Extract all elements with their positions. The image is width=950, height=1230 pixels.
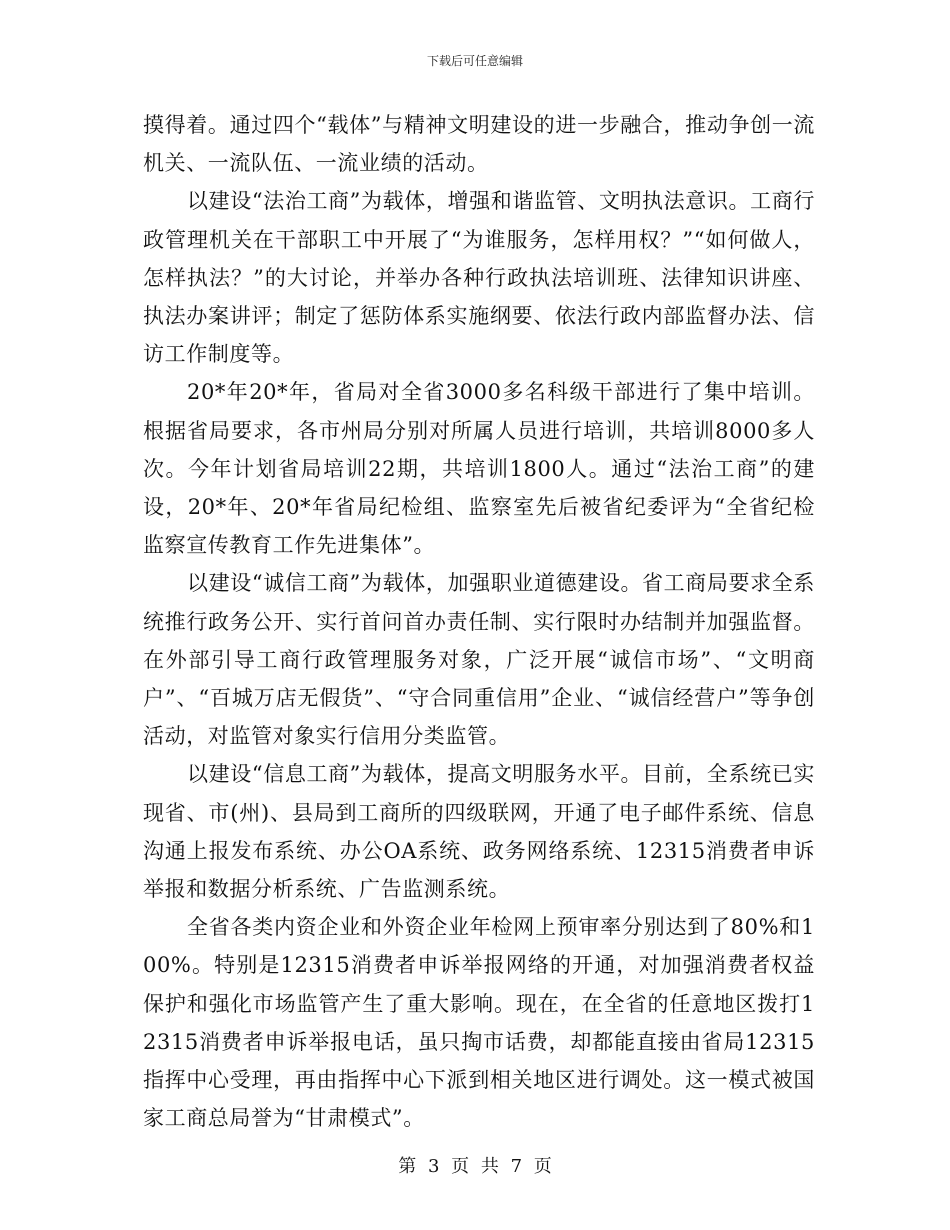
paragraph-12315: 全省各类内资企业和外资企业年检网上预审率分别达到了80%和100%。特别是12315消费者申诉举报网络的开通，对加强消费者权益保护和强化市场监管产生了重大影响。现在，在全省的任意地区拨打12315消费者申诉举报电话，虽只掏市话费，却都能直接由省局12315指挥中心受理，再由指挥中心下派到相关地区进行调处。这一模式被国家工商总局誉为“甘肃模式”。 bbox=[143, 915, 815, 1131]
paragraph-rule-of-law: 以建设“法治工商”为载体，增强和谐监管、文明执法意识。工商行政管理机关在干部职工中开展了“为谁服务，怎样用权？”“如何做人，怎样执法？”的大讨论，并举办各种行政执法培训班、法律知识讲座、执法办案讲评；制定了惩防体系实施纲要、依法行政内部监督办法、信访工作制度等。 bbox=[143, 189, 815, 367]
page-number: 第 3 页 共 7 页 bbox=[398, 1156, 552, 1177]
paragraph-continuation: 摸得着。通过四个“载体”与精神文明建设的进一步融合，推动争创一流机关、一流队伍、一流业绩的活动。 bbox=[143, 113, 815, 176]
paragraph-training: 20*年20*年，省局对全省3000多名科级干部进行了集中培训。根据省局要求，各市州局分别对所属人员进行培训，共培训8000多人次。今年计划省局培训22期，共培训1800人。通过“法治工商”的建设，20*年、20*年省局纪检组、监察室先后被省纪委评为“全省纪检监察宣传教育工作先进集体”。 bbox=[143, 380, 815, 558]
page-header: 下载后可任意编辑 bbox=[426, 54, 523, 68]
paragraph-integrity: 以建设“诚信工商”为载体，加强职业道德建设。省工商局要求全系统推行政务公开、实行首问首办责任制、实行限时办结制并加强监督。在外部引导工商行政管理服务对象，广泛开展“诚信市场”、“文明商户”、“百城万店无假货”、“守合同重信用”企业、“诚信经营户”等争创活动，对监管对象实行信用分类监管。 bbox=[143, 571, 815, 749]
paragraph-information: 以建设“信息工商”为载体，提高文明服务水平。目前，全系统已实现省、市(州)、县局到工商所的四级联网，开通了电子邮件系统、信息沟通上报发布系统、办公OA系统、政务网络系统、12315消费者申诉举报和数据分析系统、广告监测系统。 bbox=[143, 762, 815, 902]
document-body bbox=[143, 106, 815, 1137]
